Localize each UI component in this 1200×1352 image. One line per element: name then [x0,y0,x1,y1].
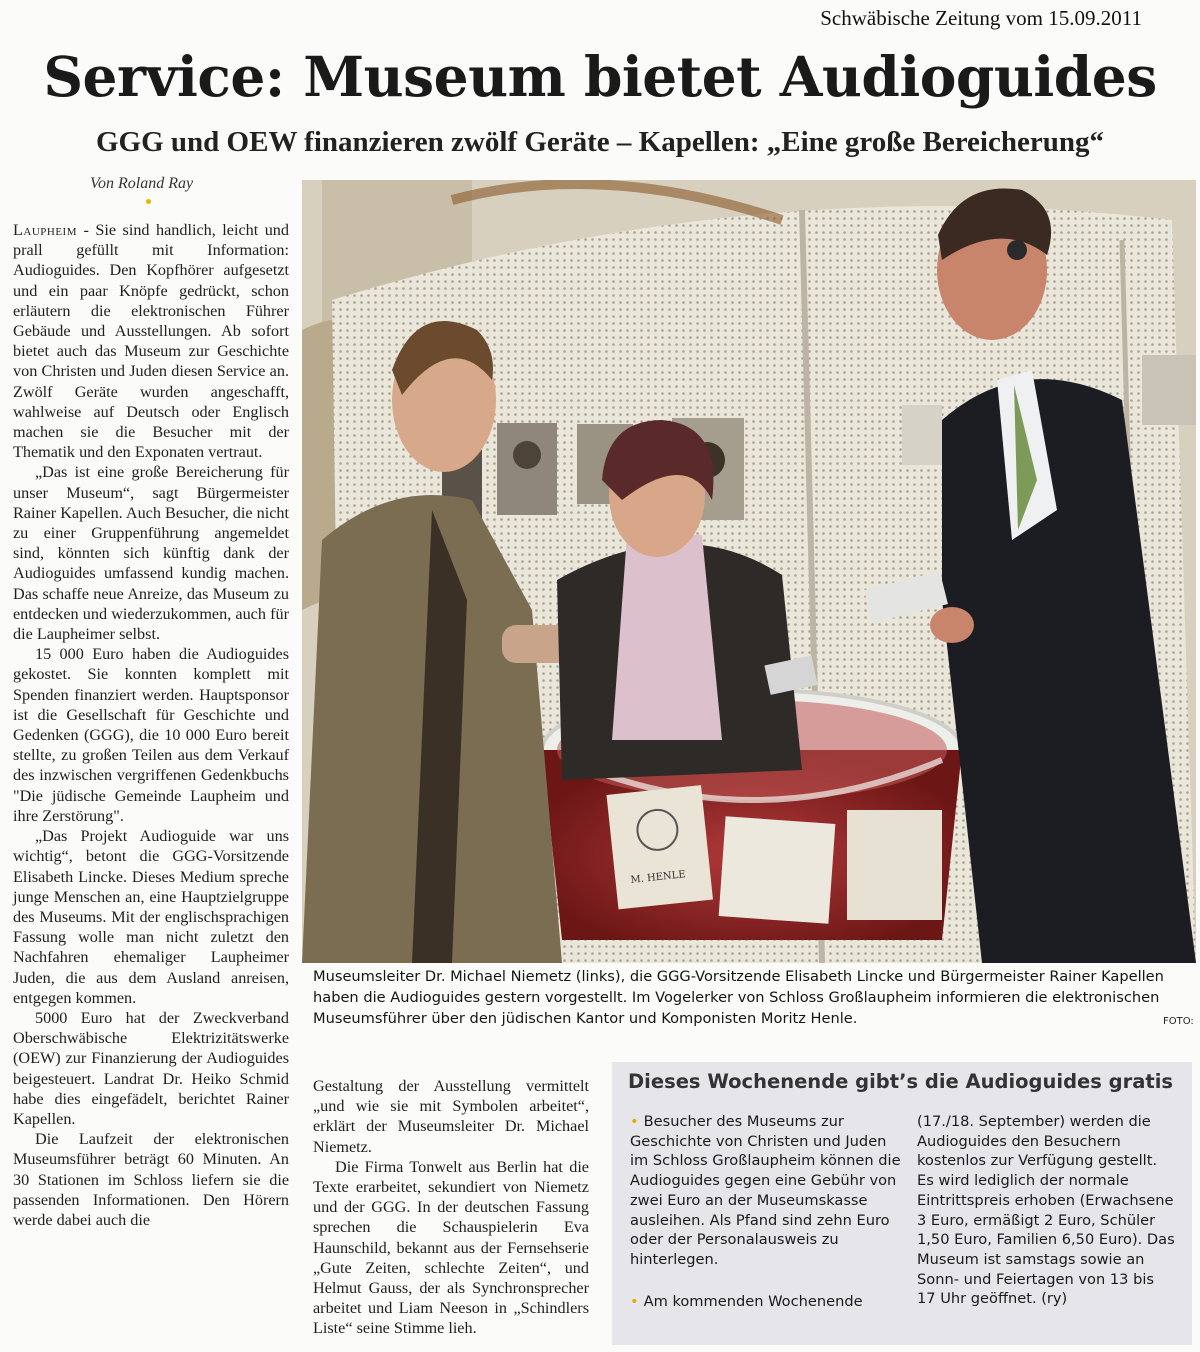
photo-credit: FOTO: [1163,1016,1194,1027]
info-box [612,1062,1192,1345]
info-box-title: Dieses Wochenende gibt’s die Audioguides gratis [628,1070,1174,1093]
byline-dot [146,199,151,204]
bullet-dot-icon: • [630,1113,639,1130]
dateline: Laupheim [13,221,78,239]
photo-caption: Museumsleiter Dr. Michael Niemetz (links), die GGG-Vorsitzende Elisabeth Lincke und Bürgermeister Rainer Kapellen haben die Audioguides gestern vorgestellt. Im Vogelerker von Schloss Großlaupheim informieren die elektronischen Museumsführer über den jüdischen Kantor und Komponisten Moritz Henle. [313,968,1164,1027]
info-continuation: (17./18. September) werden die Audioguides den Besuchern kostenlos zur Verfügung gestellt. Es wird lediglich der normale Eintrittspreis erhoben (Erwachsene 3 Euro, ermäßigt 2 Euro, Schüler 1,50 Euro, Familien 6,50 Euro). Das Museum ist samstags sowie an Sonn- und Feiertagen von 13 bis 17 Uhr geöffnet. (ry) [917,1113,1175,1308]
photo-illustration [302,180,1196,963]
info-box-column-2 [917,1112,1177,1309]
info-bullet-1: • Besucher des Museums zur Geschichte von Christen und Juden im Schloss Großlaupheim können die Audioguides gegen eine Gebühr von zwei Euro an der Museumskasse ausleihen. Als Pfand sind zehn Euro oder der Personalausweis zu hinterlegen. [630,1113,901,1268]
paragraph-6: Die Laufzeit der elektronischen Museumsführer beträgt 60 Minuten. An 30 Stationen im Schloss liefern sie die passenden Informationen. Den Hörern werde dabei auch die [13,1130,289,1229]
photo [302,180,1196,963]
paragraph-5: 5000 Euro hat der Zweckverband Oberschwäbische Elektrizitätswerke (OEW) zur Finanzierung der Audioguides beigesteuert. Landrat Dr. Heiko Schmid habe dies eingefädelt, berichtet Rainer Kapellen. [13,1008,289,1128]
paragraph-1: Laupheim - Sie sind handlich, leicht und prall gefüllt mit Information: Audioguides. Den Kopfhörer aufgesetzt und ein paar Knöpfe gedrückt, schon erläutern die elektronischen Führer Gebäude und Ausstellungen. Ab sofort bietet auch das Museum zur Geschichte von Christen und Juden diesen Service an. Zwölf Geräte wurden angeschafft, wahlweise auf Deutsch oder Englisch machen sie die Besucher mit der Thematik und den Exponaten vertraut. [13,221,289,462]
article-column-1 [13,220,289,1230]
article-column-2 [313,1076,589,1339]
paragraph-3: 15 000 Euro haben die Audioguides gekostet. Sie konnten komplett mit Spenden finanziert werden. Hauptsponsor ist die Gesellschaft für Geschichte und Gedenken (GGG), die 10 000 Euro bereit stellte, zu großen Teilen aus dem Verkauf des inzwischen vergriffenen Gedenkbuchs "Die jüdische Gemeinde Laupheim und ihre Zerstörung". [13,645,289,825]
paragraph-7: Gestaltung der Ausstellung vermittelt „und wie sie mit Symbolen arbeitet“, erklärt der Museumsleiter Dr. Michael Niemetz. [313,1077,589,1156]
headline: Service: Museum bietet Audioguides [43,44,1157,109]
info-box-column-1 [630,1112,902,1311]
byline: Von Roland Ray [90,175,194,192]
paragraph-2: „Das ist eine große Bereicherung für unser Museum“, sagt Bürgermeister Rainer Kapellen. Auch Besucher, die nicht zu einer Gruppenführung angemeldet sind, könnten sich künftig dank der Audioguides umfassend kundig machen. Das schaffe neue Anreize, das Museum zu entdecken und wiederzukommen, auch für die Laupheimer selbst. [13,463,289,644]
paragraph-8: Die Firma Tonwelt aus Berlin hat die Texte erarbeitet, sekundiert von Niemetz und der GGG. In der deutschen Fassung sprechen die Schauspielerin Eva Haunschild, bekannt aus der Fernsehserie „Gute Zeiten, schlechte Zeiten“, und Helmut Gauss, der als Synchronsprecher arbeitet und Liam Neeson in „Schindlers Liste“ seine Stimme lieh. [313,1157,589,1338]
bullet-dot-icon: • [630,1292,639,1310]
info-bullet-2: • Am kommenden Wochenende [630,1292,863,1310]
booklet-label: M. HENLE [629,869,687,886]
paragraph-4: „Das Projekt Audioguide war uns wichtig“, betont die GGG-Vorsitzende Elisabeth Lincke. Dieses Medium spreche junge Menschen an, eine Hauptzielgruppe des Museums. Mit der englischsprachigen Fassung wolle man nicht zuletzt den Nachfahren ehemaliger Laupheimer Juden, die aus dem Ausland anreisen, entgegen kommen. [13,827,289,1007]
newspaper-source: Schwäbische Zeitung vom 15.09.2011 [820,6,1142,30]
subheadline: GGG und OEW finanzieren zwölf Geräte – Kapellen: „Eine große Bereicherung“ [96,126,1104,158]
